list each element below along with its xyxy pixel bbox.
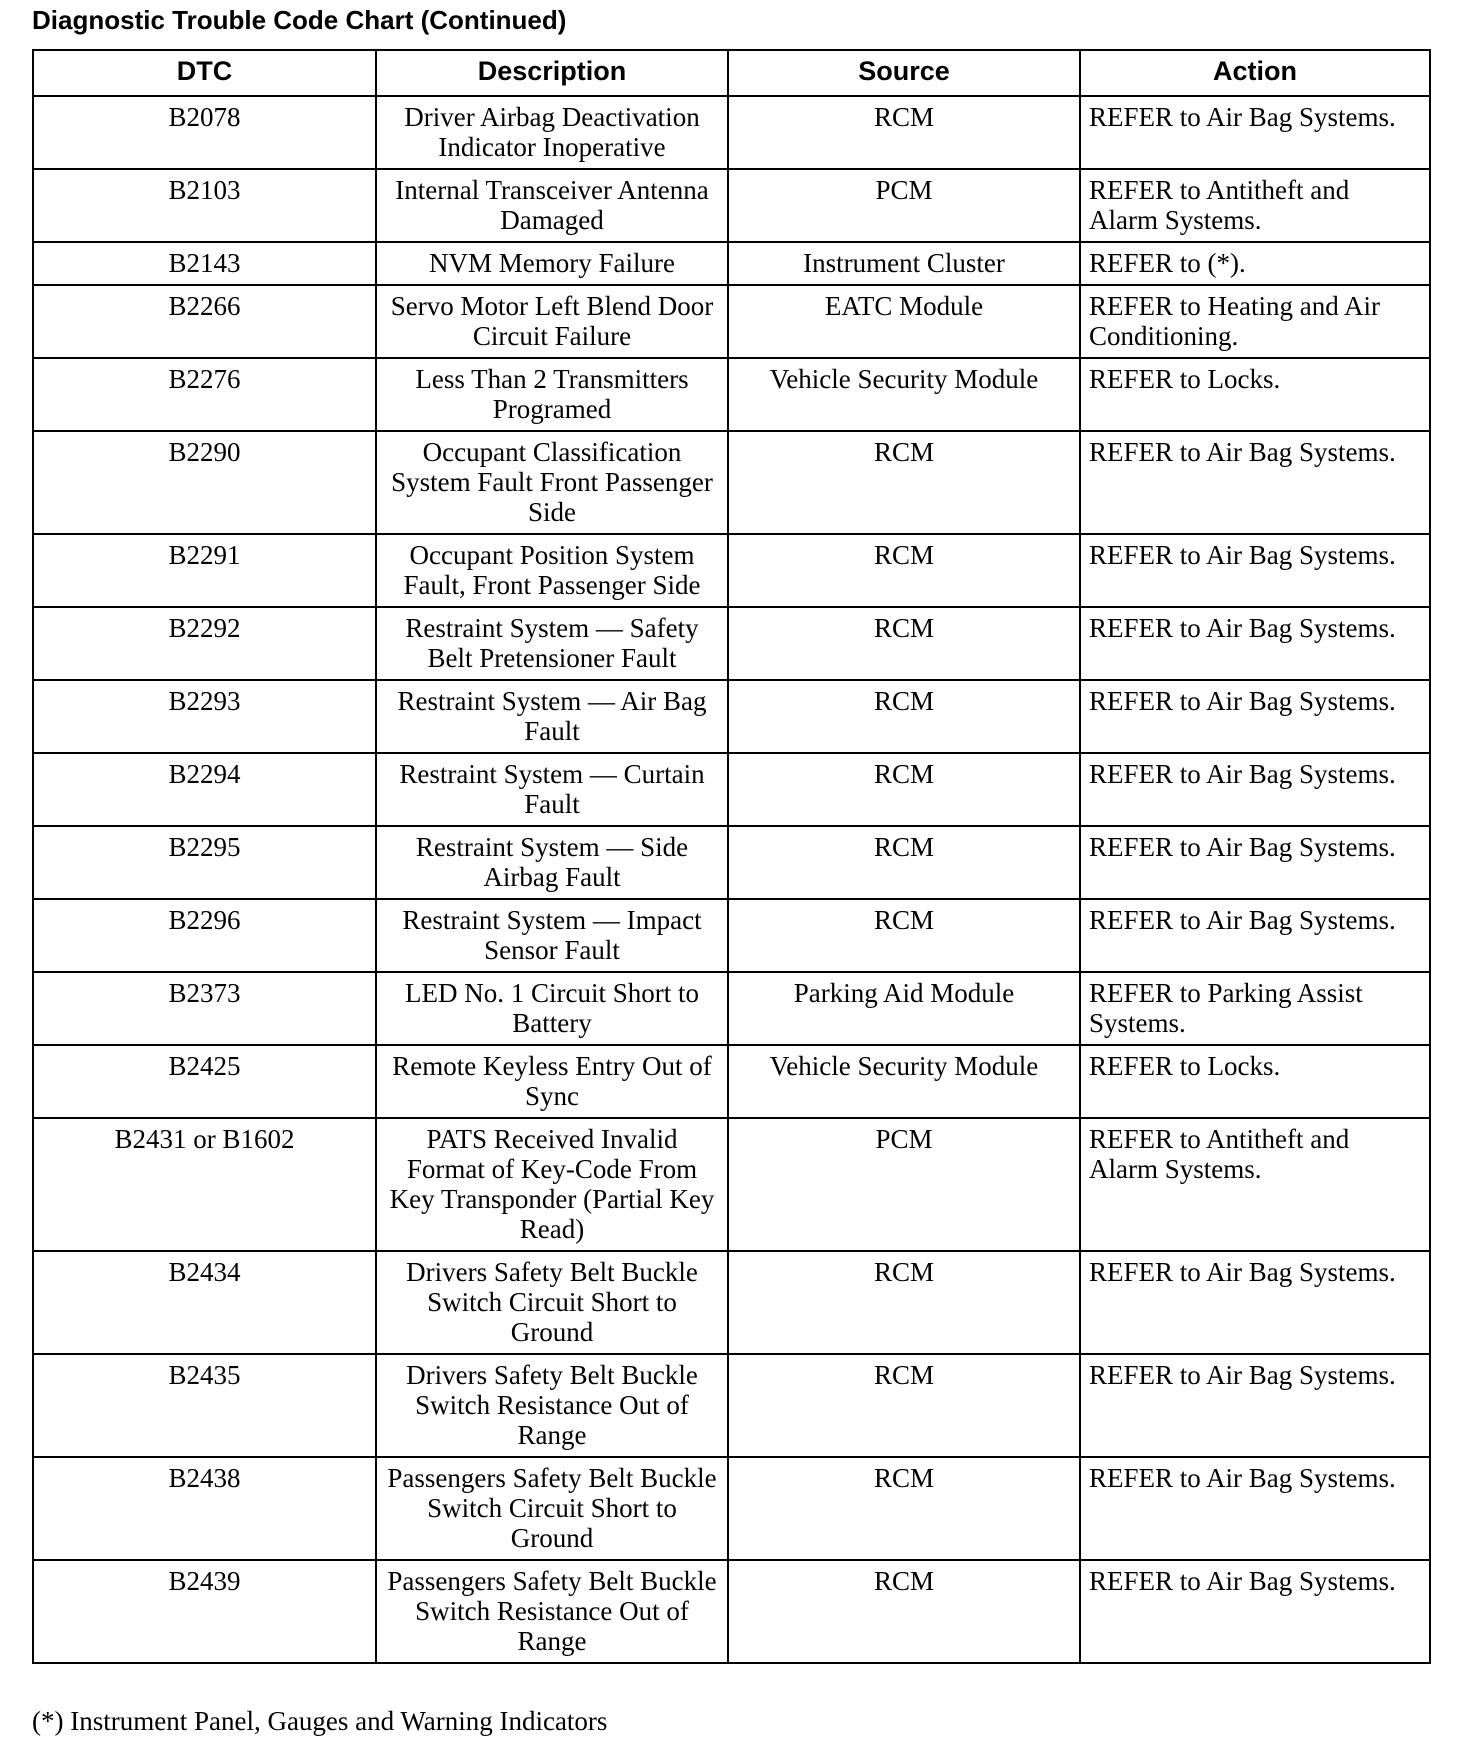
description-cell: Occupant Classification System Fault Front Passenger Side [376, 431, 728, 534]
source-cell: RCM [728, 753, 1080, 826]
dtc-cell: B2103 [33, 169, 376, 242]
action-cell: REFER to Antitheft and Alarm Systems. [1080, 169, 1430, 242]
action-cell: REFER to Air Bag Systems. [1080, 753, 1430, 826]
table-row [33, 1560, 1430, 1663]
source-cell: RCM [728, 1560, 1080, 1663]
dtc-cell: B2291 [33, 534, 376, 607]
action-cell: REFER to Air Bag Systems. [1080, 607, 1430, 680]
action-cell: REFER to Locks. [1080, 1045, 1430, 1118]
table-row [33, 680, 1430, 753]
source-cell: EATC Module [728, 285, 1080, 358]
description-cell: Driver Airbag Deactivation Indicator Inoperative [376, 96, 728, 169]
table-header-row [33, 50, 1430, 96]
dtc-cell: B2295 [33, 826, 376, 899]
description-cell: Remote Keyless Entry Out of Sync [376, 1045, 728, 1118]
source-cell: RCM [728, 534, 1080, 607]
dtc-cell: B2143 [33, 242, 376, 285]
description-cell: Drivers Safety Belt Buckle Switch Resistance Out of Range [376, 1354, 728, 1457]
source-cell: RCM [728, 607, 1080, 680]
action-cell: REFER to Heating and Air Conditioning. [1080, 285, 1430, 358]
table-row [33, 1045, 1430, 1118]
table-row [33, 358, 1430, 431]
description-cell: Restraint System — Curtain Fault [376, 753, 728, 826]
description-cell: Passengers Safety Belt Buckle Switch Circuit Short to Ground [376, 1457, 728, 1560]
dtc-cell: B2294 [33, 753, 376, 826]
description-cell: Restraint System — Impact Sensor Fault [376, 899, 728, 972]
source-cell: RCM [728, 1251, 1080, 1354]
description-cell: PATS Received Invalid Format of Key-Code From Key Transponder (Partial Key Read) [376, 1118, 728, 1251]
description-cell: NVM Memory Failure [376, 242, 728, 285]
dtc-cell: B2435 [33, 1354, 376, 1457]
page-title: Diagnostic Trouble Code Chart (Continued) [32, 5, 567, 35]
table-row [33, 899, 1430, 972]
table-row [33, 1457, 1430, 1560]
dtc-cell: B2431 or B1602 [33, 1118, 376, 1251]
action-cell: REFER to (*). [1080, 242, 1430, 285]
dtc-cell: B2292 [33, 607, 376, 680]
column-header-action: Action [1080, 50, 1430, 96]
source-cell: PCM [728, 1118, 1080, 1251]
source-cell: RCM [728, 680, 1080, 753]
dtc-table [32, 49, 1431, 1664]
description-cell: Passengers Safety Belt Buckle Switch Resistance Out of Range [376, 1560, 728, 1663]
source-cell: RCM [728, 826, 1080, 899]
description-cell: Internal Transceiver Antenna Damaged [376, 169, 728, 242]
table-row [33, 96, 1430, 169]
table-row [33, 1251, 1430, 1354]
source-cell: RCM [728, 96, 1080, 169]
source-cell: Vehicle Security Module [728, 1045, 1080, 1118]
dtc-cell: B2373 [33, 972, 376, 1045]
table-row [33, 242, 1430, 285]
source-cell: Parking Aid Module [728, 972, 1080, 1045]
dtc-cell: B2434 [33, 1251, 376, 1354]
source-cell: RCM [728, 1457, 1080, 1560]
table-row [33, 1354, 1430, 1457]
column-header-source: Source [728, 50, 1080, 96]
description-cell: Occupant Position System Fault, Front Passenger Side [376, 534, 728, 607]
action-cell: REFER to Air Bag Systems. [1080, 826, 1430, 899]
dtc-cell: B2425 [33, 1045, 376, 1118]
dtc-cell: B2293 [33, 680, 376, 753]
action-cell: REFER to Antitheft and Alarm Systems. [1080, 1118, 1430, 1251]
action-cell: REFER to Air Bag Systems. [1080, 1457, 1430, 1560]
description-cell: Restraint System — Side Airbag Fault [376, 826, 728, 899]
column-header-description: Description [376, 50, 728, 96]
table-row [33, 972, 1430, 1045]
dtc-cell: B2078 [33, 96, 376, 169]
description-cell: Drivers Safety Belt Buckle Switch Circuit Short to Ground [376, 1251, 728, 1354]
action-cell: REFER to Air Bag Systems. [1080, 899, 1430, 972]
action-cell: REFER to Air Bag Systems. [1080, 96, 1430, 169]
source-cell: PCM [728, 169, 1080, 242]
action-cell: REFER to Parking Assist Systems. [1080, 972, 1430, 1045]
dtc-cell: B2276 [33, 358, 376, 431]
action-cell: REFER to Air Bag Systems. [1080, 1560, 1430, 1663]
dtc-cell: B2439 [33, 1560, 376, 1663]
description-cell: LED No. 1 Circuit Short to Battery [376, 972, 728, 1045]
dtc-cell: B2296 [33, 899, 376, 972]
description-cell: Servo Motor Left Blend Door Circuit Failure [376, 285, 728, 358]
footnote: (*) Instrument Panel, Gauges and Warning Indicators [32, 1706, 608, 1736]
dtc-cell: B2290 [33, 431, 376, 534]
table-row [33, 534, 1430, 607]
table-row [33, 607, 1430, 680]
dtc-cell: B2266 [33, 285, 376, 358]
table-row [33, 285, 1430, 358]
dtc-cell: B2438 [33, 1457, 376, 1560]
description-cell: Restraint System — Air Bag Fault [376, 680, 728, 753]
action-cell: REFER to Air Bag Systems. [1080, 534, 1430, 607]
action-cell: REFER to Locks. [1080, 358, 1430, 431]
source-cell: RCM [728, 431, 1080, 534]
source-cell: RCM [728, 899, 1080, 972]
table-row [33, 431, 1430, 534]
table-row [33, 753, 1430, 826]
table-row [33, 826, 1430, 899]
column-header-dtc: DTC [33, 50, 376, 96]
table-row [33, 1118, 1430, 1251]
source-cell: Instrument Cluster [728, 242, 1080, 285]
action-cell: REFER to Air Bag Systems. [1080, 680, 1430, 753]
action-cell: REFER to Air Bag Systems. [1080, 1251, 1430, 1354]
source-cell: RCM [728, 1354, 1080, 1457]
action-cell: REFER to Air Bag Systems. [1080, 431, 1430, 534]
table-row [33, 169, 1430, 242]
description-cell: Less Than 2 Transmitters Programed [376, 358, 728, 431]
description-cell: Restraint System — Safety Belt Pretensioner Fault [376, 607, 728, 680]
action-cell: REFER to Air Bag Systems. [1080, 1354, 1430, 1457]
source-cell: Vehicle Security Module [728, 358, 1080, 431]
table-body [33, 96, 1430, 1663]
